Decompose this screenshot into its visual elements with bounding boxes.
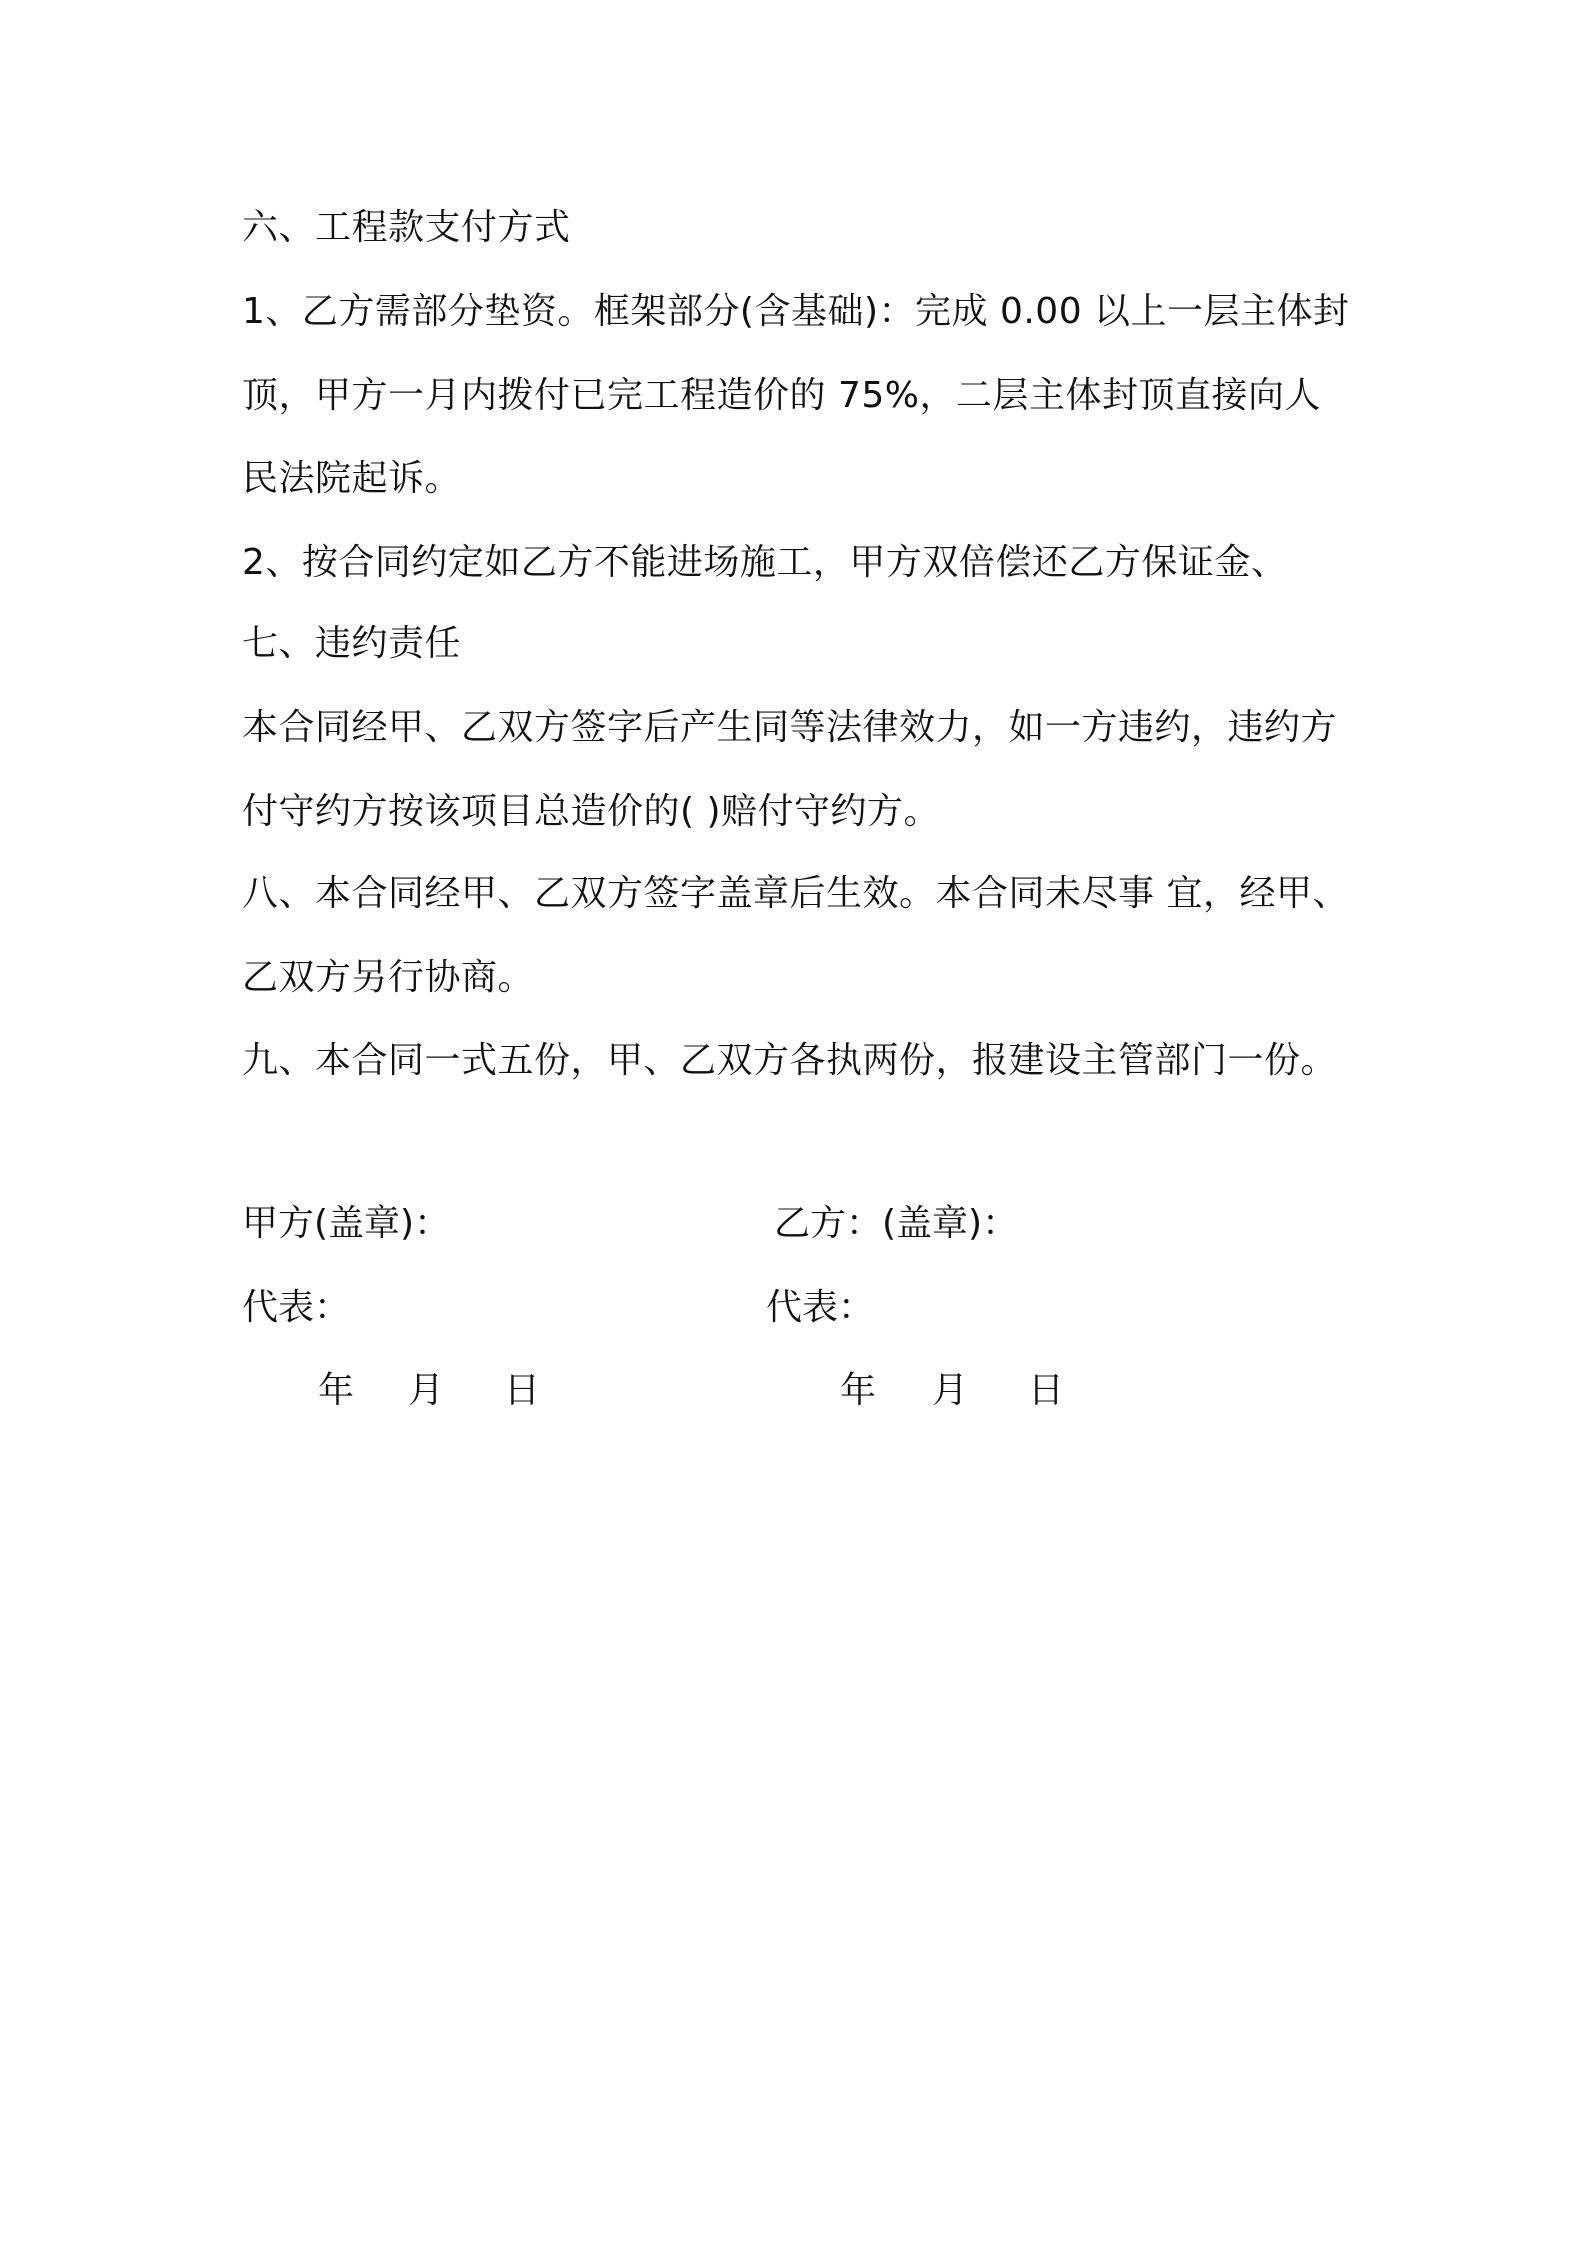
- party-b-date-month: 月: [932, 1370, 969, 1411]
- section-6-heading: 六、工程款支付方式: [242, 207, 571, 248]
- party-b-date-day: 日: [1028, 1370, 1065, 1411]
- section-7-heading: 七、违约责任: [242, 623, 462, 664]
- clause-6-1-line-3: 民法院起诉。: [242, 458, 462, 499]
- clause-6-1-line-1: 1、乙方需部分垫资。框架部分(含基础)：完成 0.00 以上一层主体封: [242, 291, 1350, 332]
- section-9: 九、本合同一式五份，甲、乙双方各执两份，报建设主管部门一份。: [242, 1040, 1338, 1081]
- party-a-date-year: 年: [318, 1370, 355, 1411]
- party-a-representative-label: 代表：: [242, 1287, 351, 1328]
- clause-7-line-1: 本合同经甲、乙双方签字后产生同等法律效力，如一方违约，违约方: [242, 707, 1338, 748]
- clause-6-2: 2、按合同约定如乙方不能进场施工，甲方双倍偿还乙方保证金、: [242, 542, 1288, 583]
- section-8-line-1: 八、本合同经甲、乙双方签字盖章后生效。本合同未尽事 宜，经甲、: [242, 873, 1349, 914]
- party-a-date-day: 日: [504, 1370, 541, 1411]
- section-8-line-2: 乙双方另行协商。: [242, 957, 535, 998]
- clause-7-line-2: 付守约方按该项目总造价的( )赔付守约方。: [242, 791, 941, 832]
- party-a-seal-label: 甲方(盖章)：: [242, 1203, 451, 1244]
- party-b-seal-label: 乙方：(盖章)：: [774, 1203, 1019, 1244]
- party-b-date-year: 年: [840, 1370, 877, 1411]
- party-b-representative-label: 代表：: [766, 1287, 875, 1328]
- clause-6-1-line-2: 顶，甲方一月内拨付已完工程造价的 75%，二层主体封顶直接向人: [242, 375, 1321, 416]
- party-a-date-month: 月: [408, 1370, 445, 1411]
